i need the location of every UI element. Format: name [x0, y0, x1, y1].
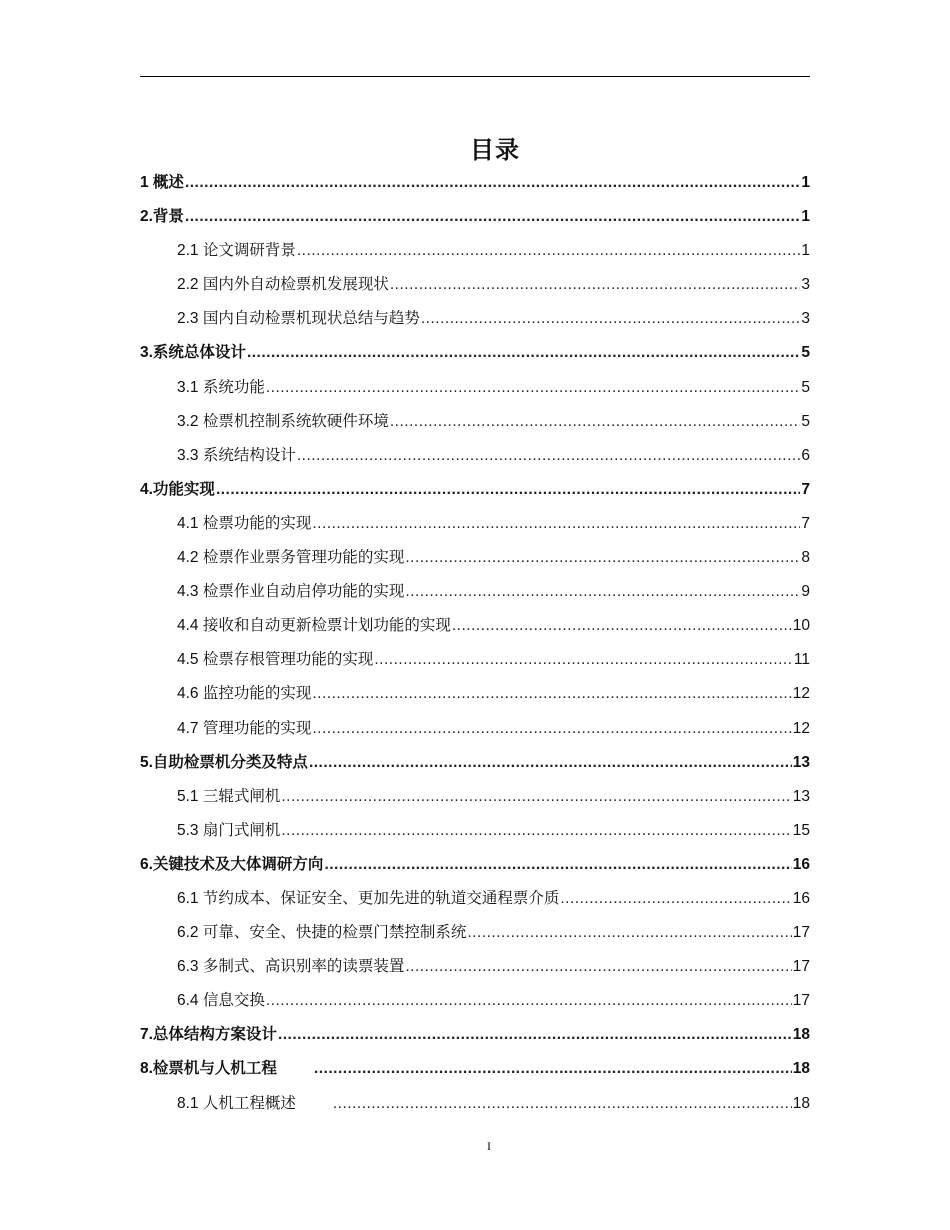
toc-entry[interactable]	[140, 371, 810, 405]
toc-entry-page: 12	[792, 685, 810, 703]
toc-entry[interactable]	[140, 268, 810, 302]
toc-entry[interactable]	[140, 814, 810, 848]
toc-entry-text: 6.2 可靠、安全、快捷的检票门禁控制系统	[177, 924, 467, 942]
toc-entry-page: 6	[801, 446, 810, 464]
toc-leader-dots	[281, 814, 791, 848]
toc-entry-page: 8	[801, 549, 810, 567]
toc-entry-page: 12	[792, 719, 810, 737]
toc-entry-page: 16	[792, 889, 810, 907]
toc-leader-dots	[266, 984, 792, 1018]
toc-entry-page: 1	[801, 208, 810, 226]
toc-entry[interactable]	[140, 473, 810, 507]
toc-entry[interactable]	[140, 780, 810, 814]
toc-entry[interactable]	[140, 1018, 810, 1052]
toc-entry-page: 17	[792, 958, 810, 976]
toc-leader-dots	[185, 200, 800, 234]
toc-leader-dots	[314, 1052, 792, 1086]
toc-entry-text: 4.4 接收和自动更新检票计划功能的实现	[177, 617, 451, 635]
toc-entry[interactable]	[140, 234, 810, 268]
toc-leader-dots	[309, 746, 792, 780]
toc-entry-page: 17	[792, 992, 810, 1010]
toc-leader-dots	[247, 336, 800, 370]
toc-entry-page: 5	[801, 344, 810, 362]
toc-entry-page: 9	[801, 583, 810, 601]
toc-entry-text: 6.3 多制式、高识别率的读票装置	[177, 958, 405, 976]
toc-entry-page: 7	[801, 514, 810, 532]
toc-entry[interactable]	[140, 916, 810, 950]
toc-entry-text: 4.7 管理功能的实现	[177, 719, 312, 737]
toc-leader-dots	[297, 234, 801, 268]
toc-entry-page: 17	[792, 924, 810, 942]
toc-entry-text: 2.背景	[140, 208, 184, 226]
toc-entry[interactable]	[140, 1052, 810, 1086]
toc-entry-page: 18	[792, 1060, 810, 1078]
toc-entry[interactable]	[140, 882, 810, 916]
toc-leader-dots	[216, 473, 800, 507]
toc-entry[interactable]	[140, 609, 810, 643]
toc-entry[interactable]	[140, 439, 810, 473]
toc-entry-page: 16	[792, 855, 810, 873]
toc-entry-page: 1	[801, 174, 810, 191]
toc-entry-text: 3.1 系统功能	[177, 378, 265, 396]
toc-leader-dots	[390, 268, 801, 302]
toc-entry-text: 3.2 检票机控制系统软硬件环境	[177, 412, 389, 430]
toc-leader-dots	[185, 166, 800, 200]
toc-entry-text: 4.功能实现	[140, 480, 215, 498]
toc-leader-dots	[312, 507, 800, 541]
toc-entry[interactable]	[140, 643, 810, 677]
toc-leader-dots	[281, 780, 791, 814]
toc-entry[interactable]	[140, 575, 810, 609]
toc-entry-page: 18	[792, 1094, 810, 1112]
toc-entry-text: 6.关键技术及大体调研方向	[140, 855, 324, 873]
toc-entry-text: 7.总体结构方案设计	[140, 1026, 277, 1044]
toc-entry-text: 2.1 论文调研背景	[177, 242, 296, 260]
toc-entry[interactable]	[140, 302, 810, 336]
toc-entry-text: 4.2 检票作业票务管理功能的实现	[177, 549, 405, 567]
toc-entry-text: 5.1 三辊式闸机	[177, 787, 281, 805]
toc-entry[interactable]	[140, 405, 810, 439]
toc-entry-page: 11	[793, 651, 810, 669]
toc-entry[interactable]	[140, 541, 810, 575]
toc-entry[interactable]	[140, 336, 810, 370]
toc-entry[interactable]	[140, 950, 810, 984]
toc-entry-page: 13	[792, 753, 810, 771]
toc-leader-dots	[312, 677, 791, 711]
toc-entry-page: 3	[801, 276, 810, 294]
toc-entry-text: 8.检票机与人机工程	[140, 1060, 277, 1078]
toc-entry[interactable]	[140, 984, 810, 1018]
toc-entry-text: 5.3 扇门式闸机	[177, 821, 281, 839]
toc-entry-page: 18	[792, 1026, 810, 1044]
table-of-contents	[140, 166, 810, 1121]
toc-leader-dots	[405, 575, 800, 609]
toc-entry-page: 13	[792, 787, 810, 805]
toc-entry-page: 5	[801, 412, 810, 430]
toc-leader-dots	[467, 916, 791, 950]
toc-entry-page: 15	[792, 821, 810, 839]
toc-entry-text: 3.系统总体设计	[140, 344, 246, 362]
toc-entry-text: 4.3 检票作业自动启停功能的实现	[177, 583, 405, 601]
toc-leader-dots	[312, 712, 791, 746]
toc-entry[interactable]	[140, 166, 810, 200]
toc-leader-dots	[266, 371, 801, 405]
toc-entry[interactable]	[140, 507, 810, 541]
toc-entry[interactable]	[140, 200, 810, 234]
toc-entry[interactable]	[140, 746, 810, 780]
toc-entry-text: 4.6 监控功能的实现	[177, 685, 312, 703]
toc-leader-dots	[405, 950, 791, 984]
toc-leader-dots	[452, 609, 792, 643]
toc-entry-page: 7	[801, 480, 810, 498]
toc-leader-dots	[390, 405, 801, 439]
toc-entry-text: 2.2 国内外自动检票机发展现状	[177, 276, 389, 294]
toc-entry-text: 3.3 系统结构设计	[177, 446, 296, 464]
toc-entry[interactable]	[140, 712, 810, 746]
toc-leader-dots	[560, 882, 791, 916]
toc-entry-page: 1	[801, 242, 810, 260]
toc-leader-dots	[421, 302, 801, 336]
toc-entry[interactable]	[140, 677, 810, 711]
toc-entry-text: 1 概述	[140, 174, 184, 191]
toc-entry[interactable]	[140, 848, 810, 882]
toc-entry-text: 6.4 信息交换	[177, 992, 265, 1010]
toc-leader-dots	[278, 1018, 792, 1052]
toc-entry-page: 3	[801, 310, 810, 328]
toc-entry-text: 2.3 国内自动检票机现状总结与趋势	[177, 310, 420, 328]
toc-leader-dots	[324, 848, 791, 882]
toc-leader-dots	[333, 1087, 792, 1121]
toc-entry-text: 6.1 节约成本、保证安全、更加先进的轨道交通程票介质	[177, 889, 560, 907]
toc-entry-page: 10	[792, 617, 810, 635]
toc-entry-text: 8.1 人机工程概述	[177, 1094, 296, 1112]
header-rule	[140, 76, 810, 77]
toc-entry[interactable]	[140, 1087, 810, 1121]
toc-entry-page: 5	[801, 378, 810, 396]
toc-leader-dots	[405, 541, 800, 575]
toc-entry-text: 4.1 检票功能的实现	[177, 514, 312, 532]
page-title: 目录	[470, 137, 520, 164]
page-number-footer: I	[487, 1139, 491, 1153]
toc-leader-dots	[297, 439, 801, 473]
toc-entry-text: 4.5 检票存根管理功能的实现	[177, 651, 374, 669]
toc-entry-text: 5.自助检票机分类及特点	[140, 753, 308, 771]
toc-leader-dots	[374, 643, 793, 677]
